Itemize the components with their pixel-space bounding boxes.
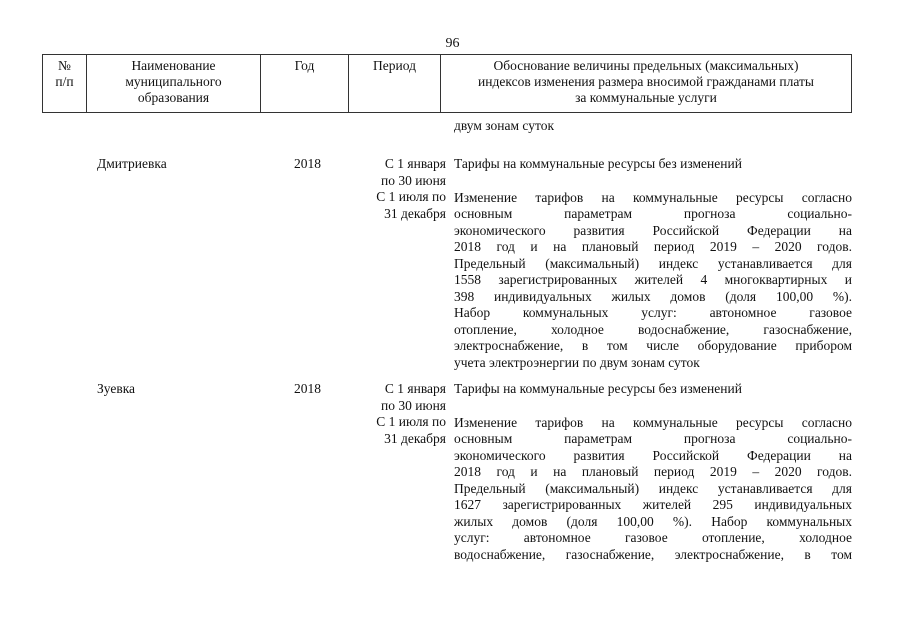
header-col-justification-line: за коммунальные услуги <box>575 90 717 105</box>
justification-line: 2018 год и на плановый период 2019 – 2020 годов. <box>454 239 852 254</box>
page-number: 96 <box>445 36 460 51</box>
header-col-number-line: № <box>58 58 71 73</box>
period-cell <box>356 381 446 447</box>
period-line: С 1 января <box>384 381 446 396</box>
justification-line: 398 индивидуальных жилых домов (доля 100,00 %). <box>454 288 852 304</box>
header-col-name-line: Наименование <box>131 58 216 73</box>
municipality-name: Зуевка <box>97 381 136 396</box>
justification-text-1: Тарифы на коммунальные ресурсы без изменений <box>454 156 742 171</box>
header-col-number-line: п/п <box>55 74 74 89</box>
period-line: С 1 января <box>384 156 446 171</box>
header-col-name <box>87 55 261 112</box>
justification-line: Изменение тарифов на коммунальные ресурсы согласно <box>454 189 852 205</box>
justification-line: жилых домов (доля 100,00 %). Набор коммунальных <box>454 513 852 529</box>
justification-cell <box>454 156 852 371</box>
table-header <box>42 54 852 113</box>
period-line: 31 декабря <box>384 430 446 446</box>
justification-line: 2018 год и на плановый период 2019 – 2020 годов. <box>454 464 852 479</box>
justification-line: Предельный (максимальный) индекс устанавливается для <box>454 255 852 271</box>
header-col-name-line: муниципального <box>125 74 222 89</box>
header-col-justification-line: Обоснование величины предельных (максимальных) <box>493 58 799 73</box>
justification-line: Изменение тарифов на коммунальные ресурсы согласно <box>454 414 852 430</box>
justification-line: экономического развития Российской Федерации на <box>454 447 852 463</box>
justification-line: 1627 зарегистрированных жителей 295 индивидуальных <box>454 497 852 512</box>
year-cell: 2018 <box>294 381 321 396</box>
justification-line: основным параметрам прогноза социально- <box>454 206 852 221</box>
period-line: С 1 июля по <box>376 189 446 204</box>
period-cell <box>356 156 446 222</box>
justification-line: водоснабжение, газоснабжение, электроснабжение, в том <box>454 546 852 562</box>
header-col-period-label: Период <box>373 58 416 73</box>
justification-text-1: Тарифы на коммунальные ресурсы без изменений <box>454 381 742 396</box>
header-col-year-label: Год <box>294 58 315 73</box>
justification-line: экономического развития Российской Федерации на <box>454 222 852 238</box>
header-col-name-line: образования <box>137 90 210 105</box>
header-col-justification-line: индексов изменения размера вносимой гражданами платы <box>478 74 814 89</box>
header-col-justification <box>441 55 851 112</box>
period-line: по 30 июня <box>381 172 446 188</box>
period-line: по 30 июня <box>381 397 446 413</box>
justification-line: 1558 зарегистрированных жителей 4 многоквартирных и <box>454 272 852 287</box>
justification-line: отопление, холодное водоснабжение, газоснабжение, <box>454 321 852 337</box>
year-cell: 2018 <box>294 156 321 171</box>
period-line: 31 декабря <box>384 205 446 221</box>
justification-cell <box>454 381 852 563</box>
municipality-name: Дмитриевка <box>97 156 167 171</box>
header-col-number <box>43 55 87 112</box>
header-col-year <box>261 55 349 112</box>
justification-line: электроснабжение, в том числе оборудование прибором <box>454 338 852 353</box>
justification-line: услуг: автономное газовое отопление, холодное <box>454 530 852 545</box>
continuation-text: двум зонам суток <box>454 118 555 133</box>
justification-line: Предельный (максимальный) индекс устанавливается для <box>454 480 852 496</box>
justification-line: Набор коммунальных услуг: автономное газовое <box>454 305 852 320</box>
justification-text-2 <box>454 415 852 564</box>
header-col-period <box>349 55 441 112</box>
justification-line: учета электроэнергии по двум зонам суток <box>454 354 700 370</box>
justification-line: основным параметрам прогноза социально- <box>454 431 852 446</box>
period-line: С 1 июля по <box>376 414 446 429</box>
justification-text-2 <box>454 190 852 372</box>
